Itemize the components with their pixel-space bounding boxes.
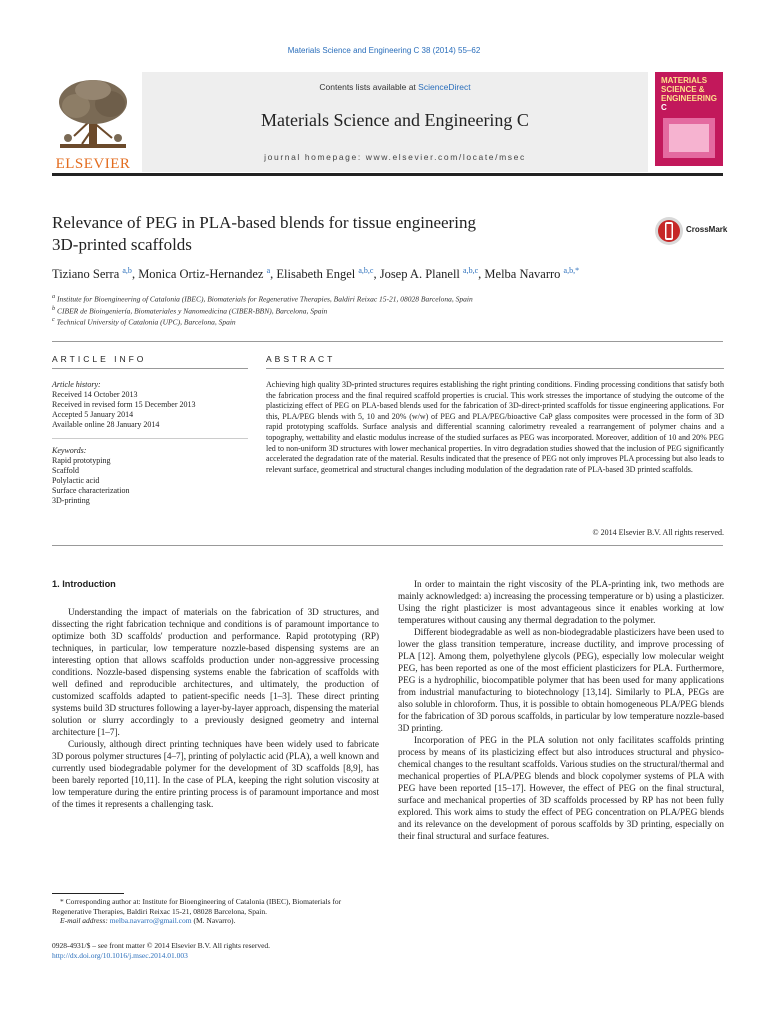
keyword: Surface characterization [52,486,130,495]
author[interactable]: Monica Ortiz-Hernandez $^a$ [138,266,271,282]
author[interactable]: Elisabeth Engel $^{a,b,c}$ [276,266,374,282]
article-info-heading: ARTICLE INFO [52,354,147,364]
corresponding-footnote: * Corresponding author at: Institute for Bioengineering of Catalonia (IBEC), Biomaterials for Regenerative Therapies, Baldiri Reixac 15-21, 08028 Barcelona, Spain. E-mail address: melba.navarro@gmail.com (M. Navarro). [52,897,342,925]
author-list: Tiziano Serra $^{a,b}$, Monica Ortiz-Hernandez $^a$, Elisabeth Engel $^{a,b,c}$, Josep A. Planell $^{a,b,c}$, Melba Navarro $^{a,b,*}$ [52,266,580,282]
paragraph: Different biodegradable as well as non-biodegradable plasticizers have been used to lower the glass transition temperature, increase ductility, and improve processing of PLA [12]. Among them, polyethylene glycols (PEG), especially low molecular weight PEG, has been reported as one of the most efficient plasticizers for PLA. Furthermore, PEG is a hydrophilic, biocompatible polymer that has been used for many applications from industrial manufacturing to biotechnology [13,14]. Similarly to PLA, PEGs are also soluble in chloroform. Thus, it is possible to obtain homogeneous PLA/PEG blends for the fabrication of 3D porous scaffolds, in particular by low temperature nozzle-based 3D printing. [398,627,724,733]
section-heading: 1. Introduction [52,579,116,589]
affiliation: $^b$ CIBER de Bioingeniería, Biomateriales y Nanomedicina (CIBER-BBN), Barcelona, Spain [52,305,328,316]
journal-title: Materials Science and Engineering C [261,110,529,130]
affiliation: $^c$ Technical University of Catalonia (UPC), Barcelona, Spain [52,316,236,327]
column-right [398,578,724,842]
doi-link[interactable]: http://dx.doi.org/10.1016/j.msec.2014.01.003 [52,950,188,960]
abstract-text: Achieving high quality 3D-printed structures requires establishing the right printing conditions. Finding processing conditions that satisfy both the fabrication process and the final required scaffold properties is crucial. This work stresses the importance of studying the outcome of the plasticizing effect of PEG on PLA-based blends used for the fabrication of 3D-direct-printed scaffolds for tissue engineering applications. For this, PLA/PEG blends with 5, 10 and 20% (w/w) of PEG and PLA/PEG/bioactive CaP glass composites were processed in the form of 3D rapid prototyping scaffolds. Surface analysis and differential scanning calorimetry revealed a rearrangement of polymer chains and a topography, wettability and elastic modulus increase of the studied surfaces as PEG was incorporated. Moreover, addition of 10 and 20% PEG led to non-uniform 3D structures with lower mechanical properties. In vitro degradation studies showed that the inclusion of PEG significantly accelerated the degradation rate of the material. Results indicated that the presence of PEG not only improves PLA processing but also leads to relevant surface, geometrical and structural changes including modulation of the degradation rate of PLA-based 3D printed scaffolds. [266,380,724,474]
divider [266,368,724,369]
keyword: Scaffold [52,466,79,475]
cover-title: MATERIALS SCIENCE & ENGINEERING C [661,76,718,112]
journal-homepage[interactable]: journal homepage: www.elsevier.com/locate/msec [264,152,526,162]
masthead-rule [52,173,723,176]
crossmark-label: CrossMark [686,225,728,234]
masthead [52,72,723,172]
abstract-heading: ABSTRACT [266,354,336,364]
article-history: Article history: Received 14 October 2013 Received in revised form 15 December 2013 Accepted 5 January 2014 Available online 28 January 2014 [52,380,196,429]
divider [52,341,723,342]
crossmark-badge[interactable] [654,214,726,248]
keyword: Polylactic acid [52,476,100,485]
keyword: Rapid prototyping [52,456,111,465]
divider [52,438,248,439]
paragraph: Incorporation of PEG in the PLA solution not only facilitates scaffolds printing process by means of its plasticizing effect but also introduces structural and physico-chemical changes to the resultant scaffolds. Various studies on the structural/thermal and mechanical properties of PLA/PEG blends and block copolymer systems of PLA with PEG have been reported [15–17]. However, the effect of PEG on the final structural, surface and mechanical properties of 3D scaffolds processed by RP has not been fully explored. This work aims to study the effect of PEG concentration on PLA/PEG blends and its relevance on the development of porous scaffolds by 3D printing, especially on their final structural and surface features. [398,735,724,841]
paragraph: Curiously, although direct printing techniques have been widely used to fabricate 3D porous polymer structures [4–7], printing of polylactic acid (PLA), a well known and currently used biodegradable polymer for the development of 3D scaffolds [8,9], has been barely reported [10,11]. In the case of PLA, keeping the right solution viscosity at low temperature during the entire printing process is of paramount importance and most of the times it represents a challenging task. [52,739,379,809]
paragraph: In order to maintain the right viscosity of the PLA-printing ink, two methods are mainly acknowledged: a) increasing the processing temperature or b) using a plasticizer. Using the right plasticizer is most advantageous since it enables working at low temperatures without causing any thermal degradation to the polymer. [398,579,724,625]
elsevier-tree-logo [52,78,134,170]
keyword: 3D-printing [52,496,90,505]
author[interactable]: Josep A. Planell $^{a,b,c}$ [379,266,479,282]
author[interactable]: Tiziano Serra $^{a,b}$ [52,266,132,282]
contents-line: Contents lists available at ScienceDirect [319,82,471,92]
abstract-copyright: © 2014 Elsevier B.V. All rights reserved. [592,528,724,537]
footnote-rule [52,893,124,894]
front-matter: 0928-4931/$ – see front matter © 2014 Elsevier B.V. All rights reserved. http://dx.doi.org/10.1016/j.msec.2014.01.003 [52,941,452,960]
author[interactable]: Melba Navarro $^{a,b,*}$ [484,266,580,282]
divider [52,545,723,546]
crossmark-icon [654,216,684,246]
sciencedirect-link[interactable]: ScienceDirect [418,82,471,92]
journal-banner [142,72,648,172]
paragraph: Understanding the impact of materials on the fabrication of 3D structures, and dissecting the right fabrication technique and conditions is of paramount importance to optimize both 3D scaffolds' production and performance. Rapid prototyping (RP) techniques, in particular, low temperature nozzle-based dispensing systems are an interesting option that allows scaffolds production under non-aggressive processing conditions. Nozzle-based dispensing systems enable the fabrication of scaffolds with well defined and reproducible architectures, and ultimately, the production of customized scaffolds adapted to patient-specific needs [1–3]. These direct printing systems build 3D structures following a layer-by-layer approach, dispensing the material solution or slurry accordingly to a previously designed geometry and internal architecture [1–7]. [52,607,379,737]
keywords: Keywords: Rapid prototyping Scaffold Polylactic acid Surface characterization 3D-printing [52,446,252,506]
article-title: Relevance of PEG in PLA-based blends for tissue engineering 3D-printed scaffolds [52,213,476,254]
journal-cover-image [655,72,723,166]
divider [52,368,248,369]
email-link[interactable]: melba.navarro@gmail.com [109,916,192,925]
affiliation: $^a$ Institute for Bioengineering of Catalonia (IBEC), Biomaterials for Regenerative Therapies, Baldiri Reixac 15-21, 08028 Barcelona, Spain [52,293,473,304]
journal-reference[interactable]: Materials Science and Engineering C 38 (2014) 55–62 [287,46,481,55]
publisher-name: ELSEVIER [55,156,131,172]
column-left [52,578,379,810]
